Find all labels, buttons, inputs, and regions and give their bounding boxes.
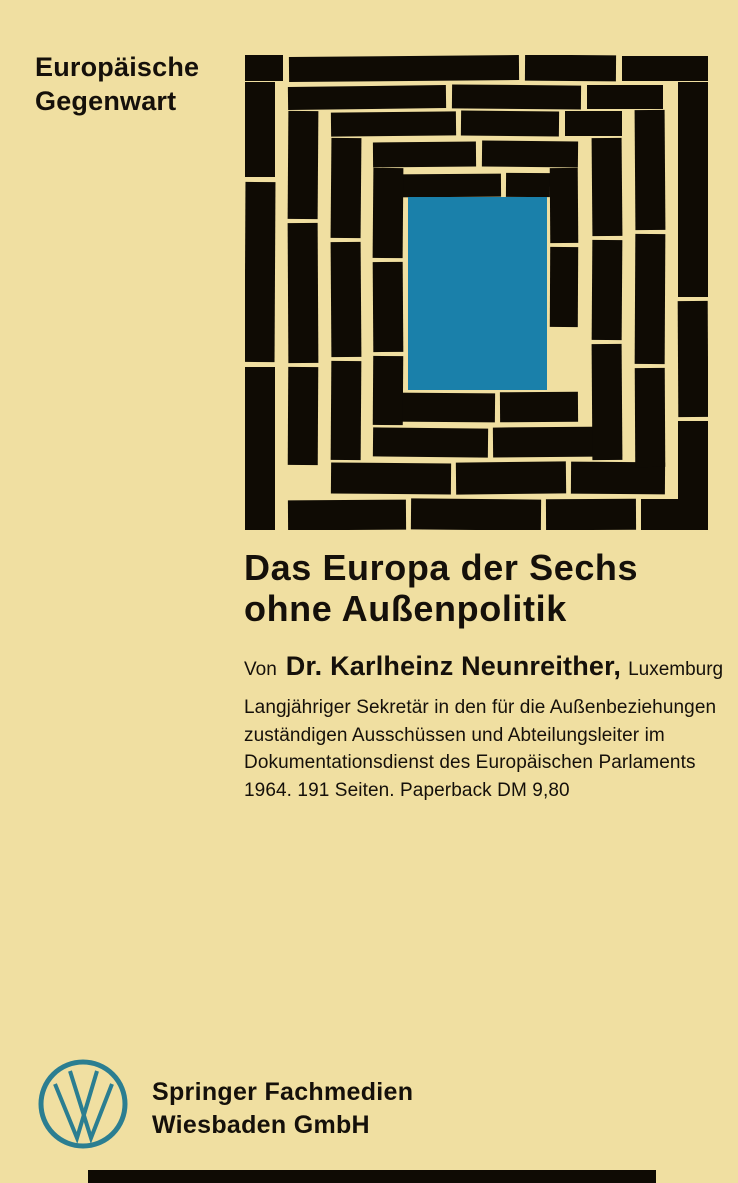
publisher-name-line2: Wiesbaden GmbH — [152, 1111, 370, 1139]
author-byline — [244, 651, 723, 682]
book-title-line1: Das Europa der Sechs — [244, 547, 639, 588]
description-line: zuständigen Ausschüssen und Abteilungsleiter im — [244, 724, 665, 746]
author-place: Luxemburg — [628, 659, 724, 680]
publisher-name-line1: Springer Fachmedien — [152, 1078, 414, 1106]
description-line: Dokumentationsdienst des Europäischen Parlaments — [244, 752, 696, 773]
byline-prefix: Von — [244, 659, 277, 680]
series-title-line1: Europäische — [35, 52, 200, 82]
description-line: 1964. 191 Seiten. Paperback DM 9,80 — [244, 779, 570, 801]
blue-center-rect — [408, 197, 547, 390]
series-title-line2: Gegenwart — [35, 86, 177, 116]
book-title — [244, 547, 638, 629]
cover-artwork — [245, 55, 708, 530]
book-description — [244, 694, 716, 804]
book-title-line2: ohne Außenpolitik — [244, 588, 567, 629]
bottom-edge-bar — [88, 1170, 656, 1183]
publisher-name — [152, 1076, 413, 1142]
series-title — [35, 50, 199, 118]
author-name: Dr. Karlheinz Neunreither, — [285, 651, 622, 681]
description-line: Langjähriger Sekretär in den für die Außenbeziehungen — [244, 697, 717, 718]
publisher-logo-icon — [36, 1057, 130, 1151]
